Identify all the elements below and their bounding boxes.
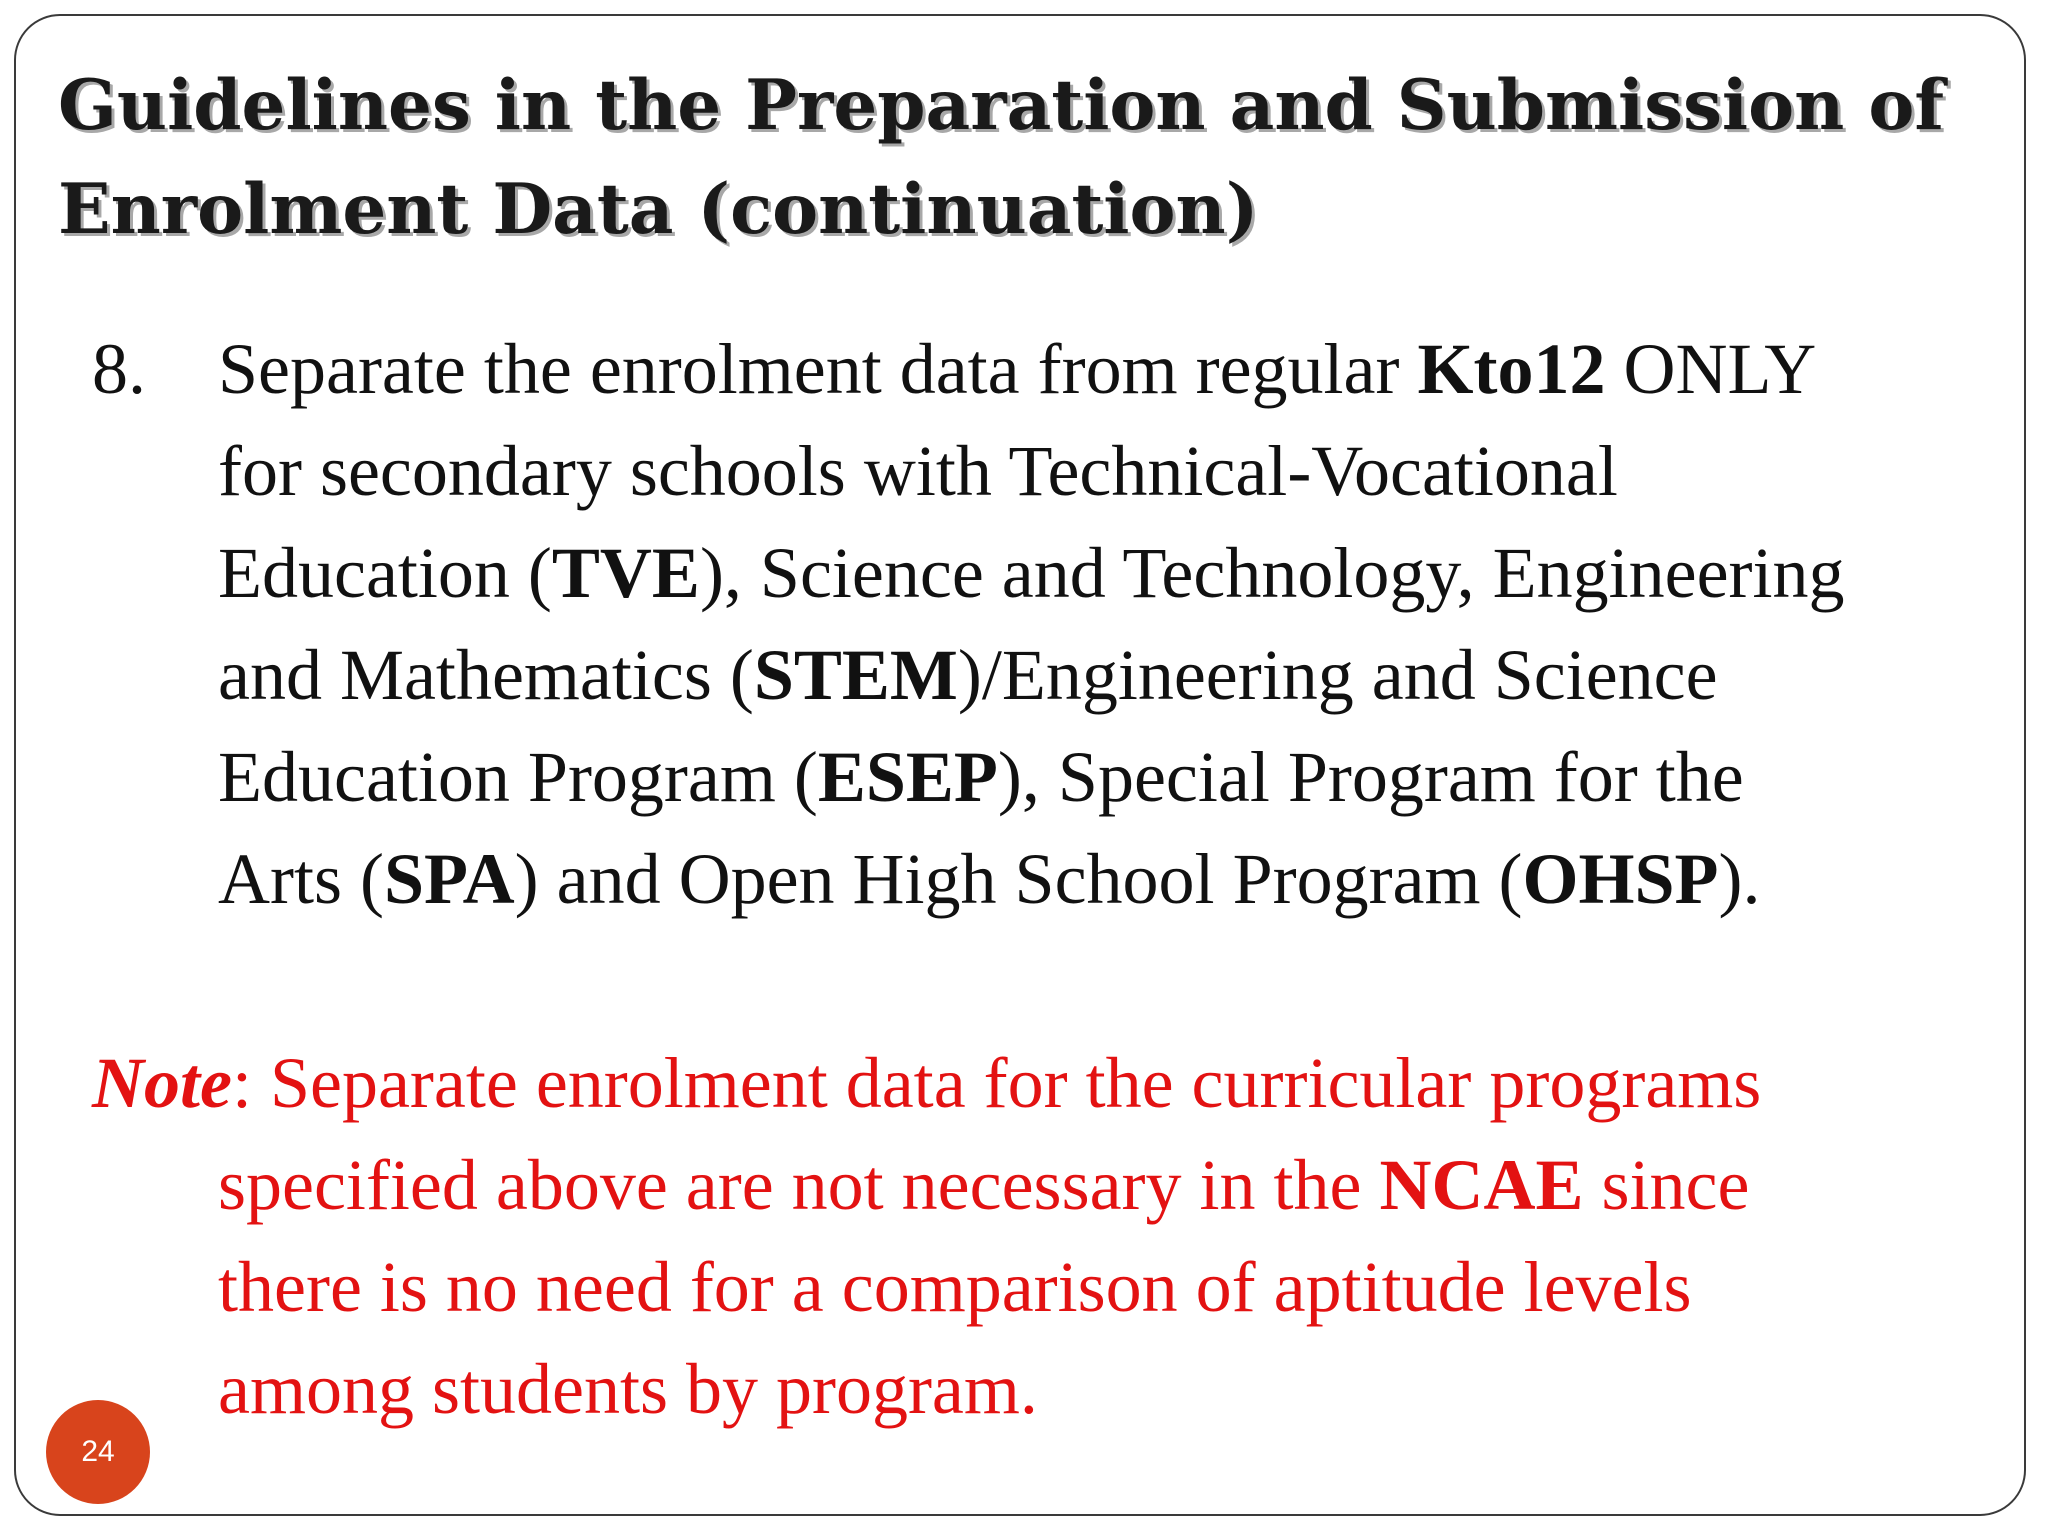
- text-run: Education Program (: [218, 737, 818, 817]
- ncae-term: NCAE: [1379, 1145, 1584, 1225]
- slide-title: [58, 54, 1978, 262]
- spa-term: SPA: [383, 839, 515, 919]
- text-run: there is no need for a comparison of aptitude levels: [218, 1247, 1692, 1327]
- note-line-4: [92, 1338, 1992, 1440]
- text-run: ), Special Program for the: [997, 737, 1744, 817]
- text-run: Education (: [218, 533, 552, 613]
- note-line-3: [92, 1236, 1992, 1338]
- ohsp-term: OHSP: [1522, 839, 1719, 919]
- page-number-badge: 24: [46, 1400, 150, 1504]
- text-run: Separate the enrolment data from regular: [218, 329, 1418, 409]
- text-run: ) and Open High School Program (: [514, 839, 1523, 919]
- slide-title-line-1: Guidelines in the Preparation and Submission of: [58, 65, 1945, 146]
- text-run: ), Science and Technology, Engineering: [699, 533, 1845, 613]
- list-item-line-4: [218, 624, 1978, 726]
- esep-term: ESEP: [817, 737, 998, 817]
- text-run: Arts (: [218, 839, 384, 919]
- text-run: : Separate enrolment data for the curricular programs: [231, 1043, 1762, 1123]
- note-block: [92, 1032, 1992, 1440]
- text-run: since: [1583, 1145, 1750, 1225]
- list-item-number: 8.: [92, 329, 146, 409]
- slide-frame: [14, 14, 2026, 1516]
- list-item-line-1: [218, 318, 1978, 420]
- list-item-8: [92, 318, 1992, 930]
- text-run: among students by program.: [218, 1349, 1038, 1429]
- list-item-body: [218, 318, 1978, 930]
- note-line-1: [92, 1032, 1992, 1134]
- list-item-line-6: [218, 828, 1978, 930]
- text-run: for secondary schools with Technical-Vocational: [218, 431, 1618, 511]
- list-item-line-5: [218, 726, 1978, 828]
- stem-term: STEM: [753, 635, 958, 715]
- text-run: )/Engineering and Science: [957, 635, 1718, 715]
- text-run: ONLY: [1605, 329, 1817, 409]
- text-run: and Mathematics (: [218, 635, 754, 715]
- note-line-2: [92, 1134, 1992, 1236]
- kto12-term: Kto12: [1417, 329, 1606, 409]
- text-run: specified above are not necessary in the: [218, 1145, 1380, 1225]
- list-item-line-2: [218, 420, 1978, 522]
- slide-title-line-2: Enrolment Data (continuation): [58, 169, 1259, 250]
- text-run: ).: [1718, 839, 1761, 919]
- note-label: Note: [92, 1043, 232, 1123]
- tve-term: TVE: [551, 533, 700, 613]
- list-item-line-3: [218, 522, 1978, 624]
